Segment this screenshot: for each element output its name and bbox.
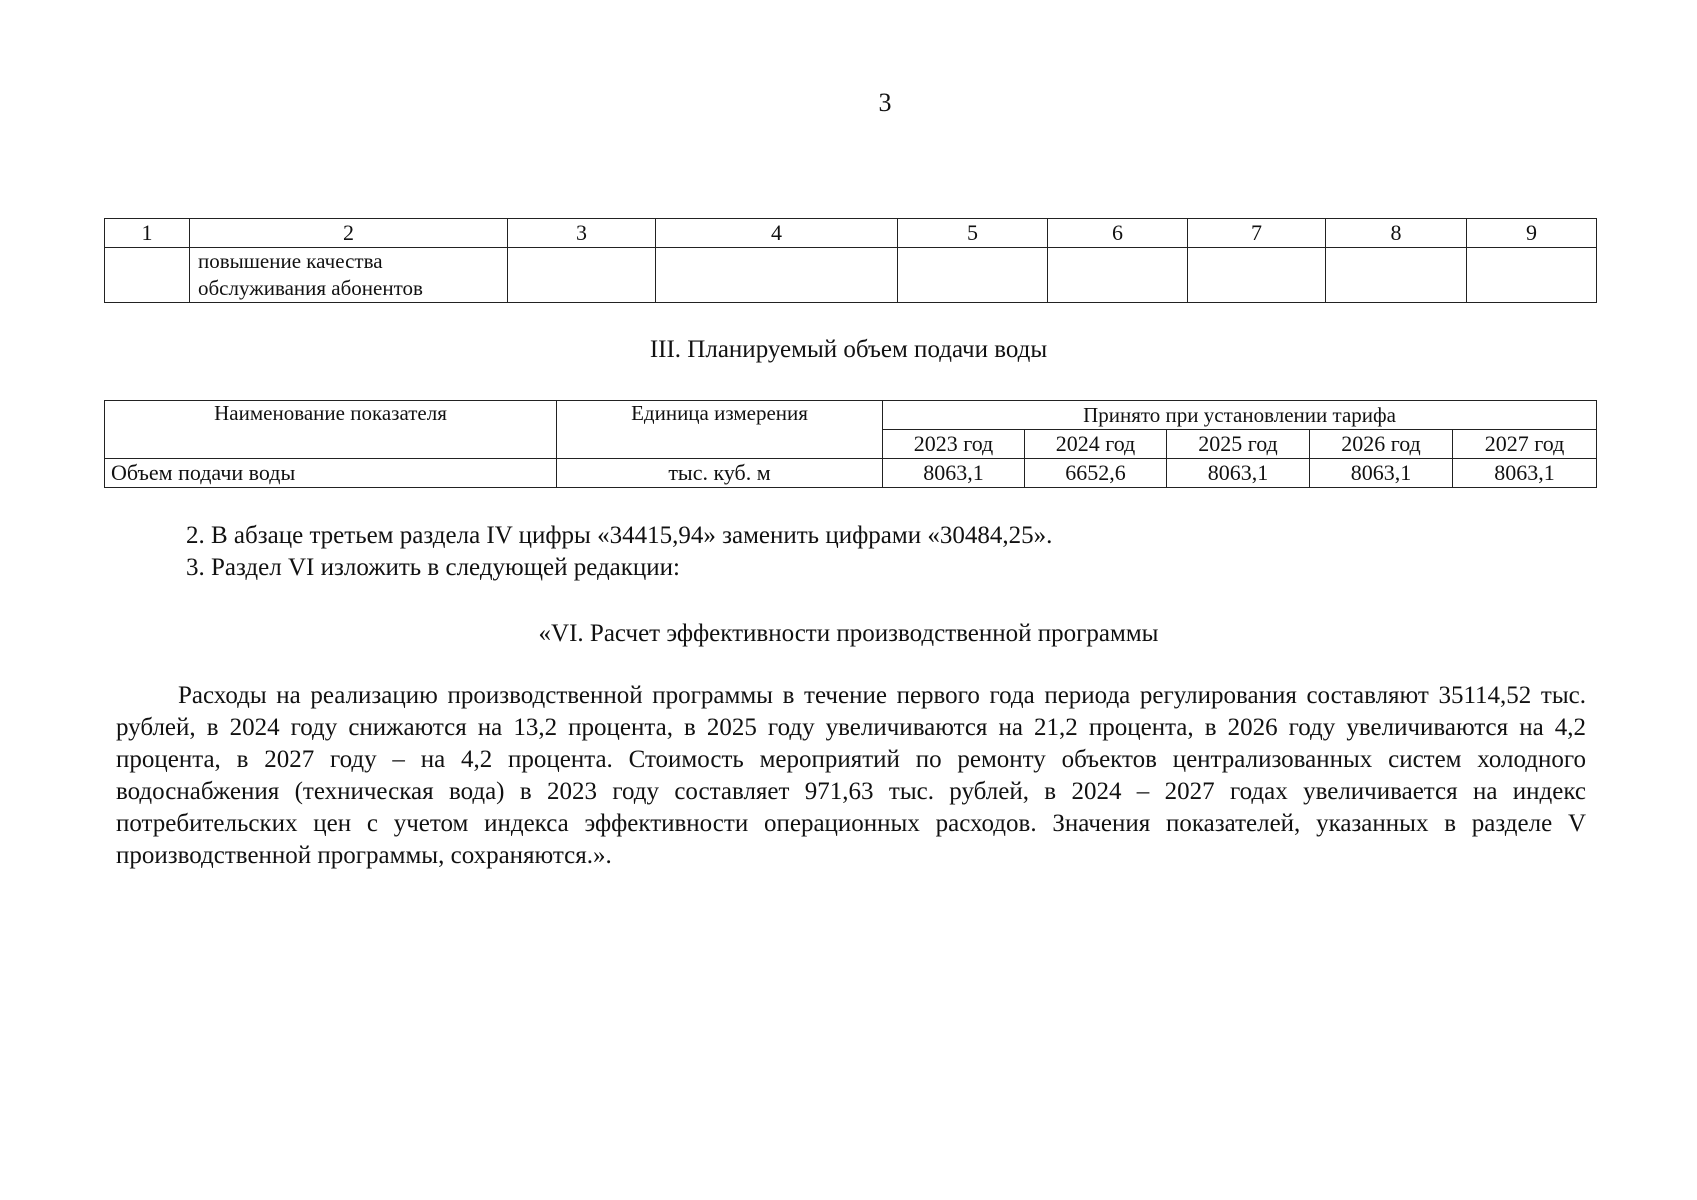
header-year: 2025 год <box>1167 430 1310 459</box>
column-number: 9 <box>1467 219 1597 248</box>
indicator-unit: тыс. куб. м <box>557 459 883 488</box>
table-cell <box>656 248 898 303</box>
column-number: 3 <box>508 219 656 248</box>
section-vi-title: «VI. Расчет эффективности производственной программы <box>538 620 1159 647</box>
column-number: 2 <box>190 219 508 248</box>
header-unit: Единица измерения <box>557 401 883 459</box>
table-cell-measure <box>190 248 508 303</box>
column-number: 6 <box>1048 219 1188 248</box>
table-cell <box>1467 248 1597 303</box>
table-cell <box>1326 248 1467 303</box>
value-cell: 8063,1 <box>1167 459 1310 488</box>
page-number: 3 <box>878 88 892 117</box>
section-vi-body: Расходы на реализацию производственной программы в течение первого года периода регулирования составляют 35114,52 тыс. рублей, в 2024 году снижаются на 13,2 процента, в 2025 году увеличиваются на 21,2 процента, в 2026 году увеличиваются на 4,2 процента, в 2027 году – на 4,2 процента. Стоимость мероприятий по ремонту объектов централизованных систем холодного водоснабжения (техническая вода) в 2023 году составляет 971,63 тыс. рублей, в 2024 – 2027 годах увеличивается на индекс потребительских цен с учетом индекса эффективности операционных расходов. Значения показателей, указанных в разделе V производственной программы, сохраняются.». <box>116 682 1586 869</box>
column-number: 5 <box>898 219 1048 248</box>
table-cell <box>508 248 656 303</box>
table-cell <box>105 248 190 303</box>
column-number: 7 <box>1188 219 1326 248</box>
cell-line: обслуживания абонентов <box>198 276 423 300</box>
table-row <box>105 459 1597 488</box>
header-year: 2023 год <box>883 430 1025 459</box>
cell-line: повышение качества <box>198 249 383 273</box>
column-number: 1 <box>105 219 190 248</box>
water-supply-table <box>104 400 1597 488</box>
continuation-table <box>104 218 1597 303</box>
header-year: 2026 год <box>1310 430 1453 459</box>
table-cell <box>898 248 1048 303</box>
column-number: 4 <box>656 219 898 248</box>
column-number: 8 <box>1326 219 1467 248</box>
value-cell: 8063,1 <box>1453 459 1597 488</box>
header-year: 2024 год <box>1025 430 1167 459</box>
section-iii-title: III. Планируемый объем подачи воды <box>649 336 1048 363</box>
indicator-name: Объем подачи воды <box>105 459 557 488</box>
header-indicator-name: Наименование показателя <box>105 401 557 459</box>
table-header-row <box>105 219 1597 248</box>
paragraph-item-3: 3. Раздел VI изложить в следующей редакции: <box>186 554 681 581</box>
table-cell <box>1048 248 1188 303</box>
table-cell <box>1188 248 1326 303</box>
value-cell: 8063,1 <box>1310 459 1453 488</box>
header-year: 2027 год <box>1453 430 1597 459</box>
value-cell: 6652,6 <box>1025 459 1167 488</box>
table-header-row <box>105 401 1597 430</box>
paragraph-item-2: 2. В абзаце третьем раздела IV цифры «34415,94» заменить цифрами «30484,25». <box>186 522 1053 549</box>
header-tariff-group: Принято при установлении тарифа <box>883 401 1597 430</box>
value-cell: 8063,1 <box>883 459 1025 488</box>
table-row <box>105 248 1597 303</box>
